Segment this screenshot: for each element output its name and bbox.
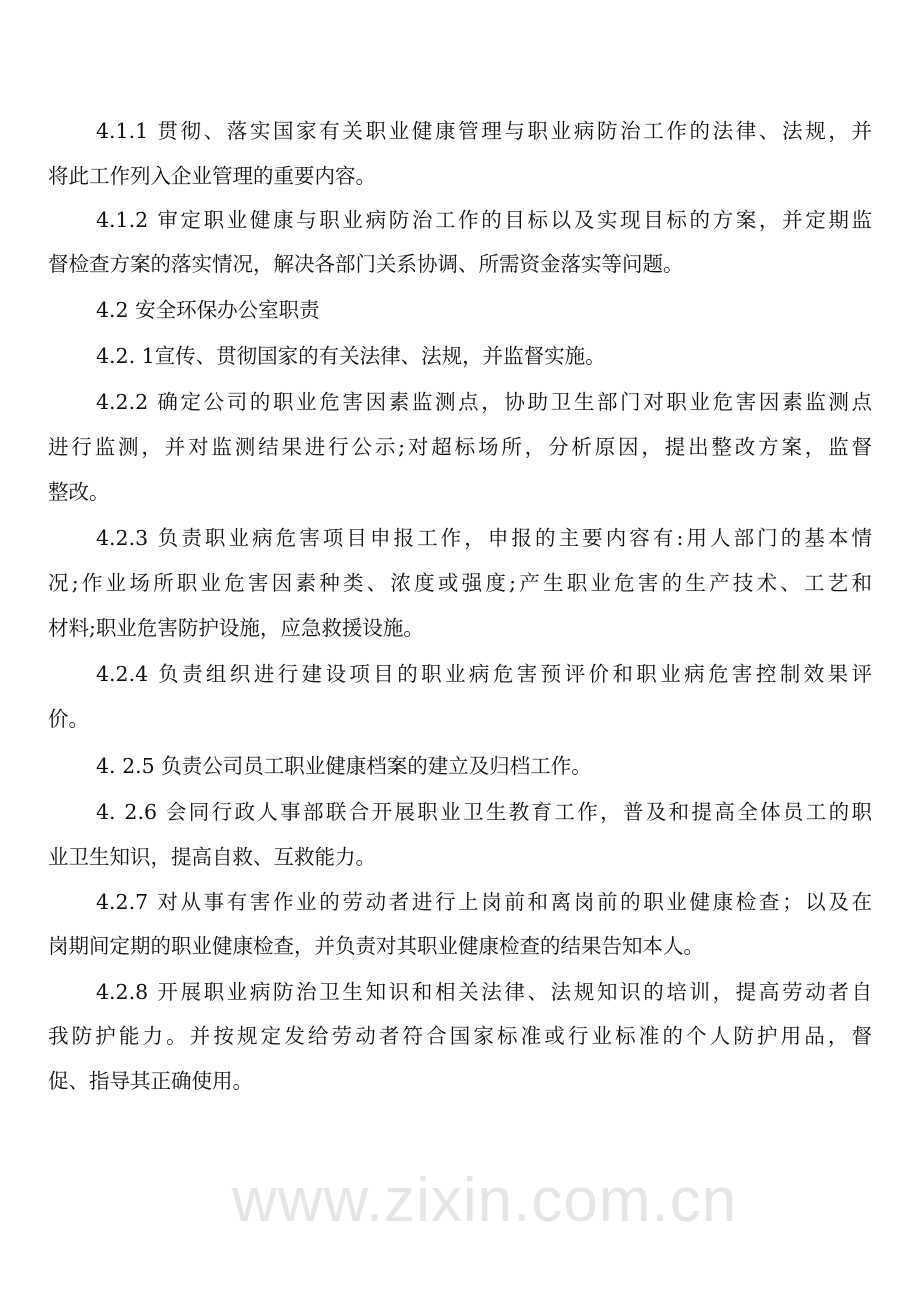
- paragraph-line: 将此工作列入企业管理的重要内容。: [48, 164, 376, 188]
- paragraph-line: 4.2.3 负责职业病危害项目申报工作，申报的主要内容有:用人部门的基本情: [96, 526, 872, 550]
- paragraph-line: 岗期间定期的职业健康检查，并负责对其职业健康检查的结果告知本人。: [48, 934, 704, 958]
- paragraph-line: 4. 2.5 负责公司员工职业健康档案的建立及归档工作。: [96, 754, 592, 778]
- paragraph-line: 4.2. 1宣传、贯彻国家的有关法律、法规，并监督实施。: [96, 344, 606, 368]
- paragraph-line: 材料;职业危害防护设施，应急救援设施。: [48, 616, 424, 640]
- paragraph-line: 4.2.8 开展职业病防治卫生知识和相关法律、法规知识的培训，提高劳动者自: [96, 980, 872, 1004]
- paragraph-line: 况;作业场所职业危害因素种类、浓度或强度;产生职业危害的生产技术、工艺和: [48, 571, 872, 595]
- paragraph-line: 4.2.4 负责组织进行建设项目的职业病危害预评价和职业病危害控制效果评: [96, 662, 872, 686]
- paragraph-line: 我防护能力。并按规定发给劳动者符合国家标准或行业标准的个人防护用品，督: [48, 1024, 872, 1048]
- paragraph-line: 进行监测，并对监测结果进行公示;对超标场所，分析原因，提出整改方案，监督: [48, 435, 872, 459]
- paragraph-line: 价。: [48, 707, 89, 731]
- paragraph-line: 整改。: [48, 480, 110, 504]
- paragraph-line: 4.2.7 对从事有害作业的劳动者进行上岗前和离岗前的职业健康检查；以及在: [96, 890, 872, 914]
- paragraph-line: 督检查方案的落实情况，解决各部门关系协调、所需资金落实等问题。: [48, 252, 684, 276]
- paragraph-line: 4.2.2 确定公司的职业危害因素监测点，协助卫生部门对职业危害因素监测点: [96, 390, 872, 414]
- paragraph-line: 4.1.1 贯彻、落实国家有关职业健康管理与职业病防治工作的法律、法规，并: [96, 119, 872, 143]
- paragraph-line: 4.1.2 审定职业健康与职业病防治工作的目标以及实现目标的方案，并定期监: [96, 208, 872, 232]
- paragraph-line: 促、指导其正确使用。: [48, 1069, 253, 1093]
- watermark: www.zixin.com.cn: [232, 1166, 738, 1235]
- paragraph-line: 4. 2.6 会同行政人事部联合开展职业卫生教育工作，普及和提高全体员工的职: [96, 800, 872, 824]
- paragraph-line: 4.2 安全环保办公室职责: [96, 298, 320, 322]
- paragraph-line: 业卫生知识，提高自救、互救能力。: [48, 845, 376, 869]
